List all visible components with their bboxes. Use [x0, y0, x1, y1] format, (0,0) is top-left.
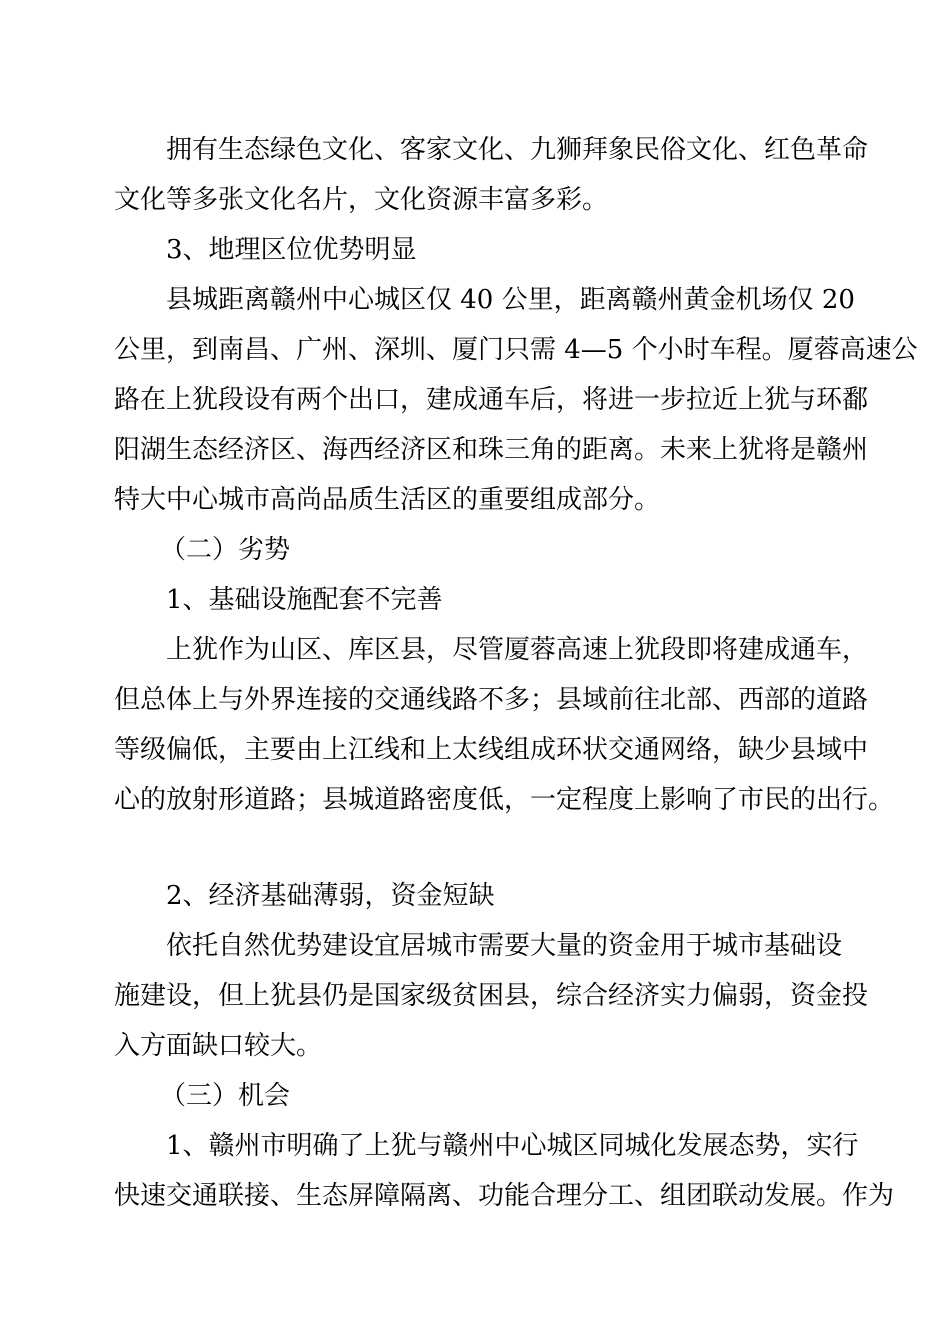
paragraph-line: 但总体上与外界连接的交通线路不多；县域前往北部、西部的道路	[114, 685, 869, 715]
paragraph-line: 县城距离赣州中心城区仅 40 公里，距离赣州黄金机场仅 20	[166, 285, 855, 315]
paragraph-line: 心的放射形道路；县城道路密度低，一定程度上影响了市民的出行。	[114, 785, 895, 815]
paragraph-line: 路在上犹段设有两个出口，建成通车后，将进一步拉近上犹与环鄱	[114, 385, 869, 415]
section-heading: （二）劣势	[160, 535, 291, 565]
subheading: 2、经济基础薄弱，资金短缺	[166, 881, 495, 911]
paragraph-line: 阳湖生态经济区、海西经济区和珠三角的距离。未来上犹将是赣州	[114, 435, 869, 465]
section-heading: （三）机会	[160, 1081, 291, 1111]
paragraph-line: 等级偏低，主要由上江线和上太线组成环状交通网络，缺少县域中	[114, 735, 869, 765]
paragraph-line: 依托自然优势建设宜居城市需要大量的资金用于城市基础设	[166, 931, 843, 961]
paragraph-line: 拥有生态绿色文化、客家文化、九狮拜象民俗文化、红色革命	[166, 135, 869, 165]
subheading: 3、地理区位优势明显	[166, 235, 417, 265]
paragraph-line: 文化等多张文化名片，文化资源丰富多彩。	[114, 185, 609, 215]
paragraph-line: 快速交通联接、生态屏障隔离、功能合理分工、组团联动发展。作为	[114, 1181, 895, 1211]
paragraph-line: 上犹作为山区、库区县，尽管厦蓉高速上犹段即将建成通车，	[166, 635, 869, 665]
paragraph-line: 特大中心城市高尚品质生活区的重要组成部分。	[114, 485, 661, 515]
paragraph-line: 1、赣州市明确了上犹与赣州中心城区同城化发展态势，实行	[166, 1131, 859, 1161]
paragraph-line: 入方面缺口较大。	[114, 1031, 323, 1061]
paragraph-line: 公里，到南昌、广州、深圳、厦门只需 4—5 个小时车程。厦蓉高速公	[114, 335, 918, 365]
paragraph-line: 施建设，但上犹县仍是国家级贫困县，综合经济实力偏弱，资金投	[114, 981, 869, 1011]
subheading: 1、基础设施配套不完善	[166, 585, 443, 615]
